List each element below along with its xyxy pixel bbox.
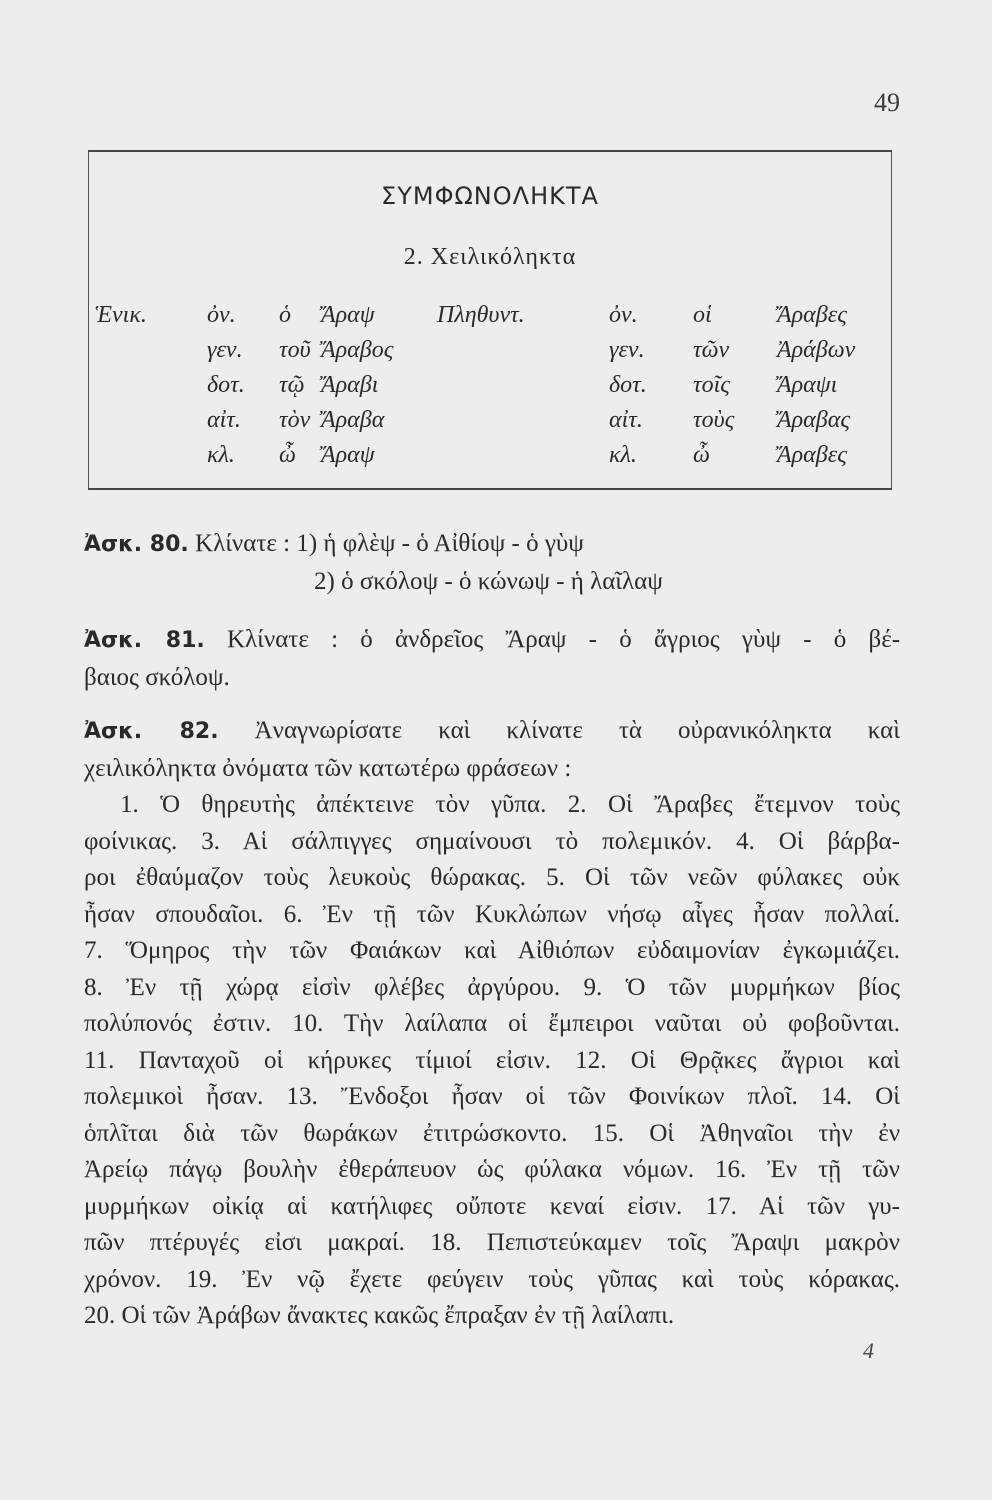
table-title: ΣΥΜΦΩΝΟΛΗΚΤΑ — [381, 182, 599, 210]
declension-table — [88, 150, 892, 490]
exercise-text: 8. Ἐν τῇ χώρᾳ εἰσὶν φλέβες ἀργύρου. 9. Ὁ τῶν μυρμήκων βίος — [84, 973, 900, 1001]
exercise-text: ὁπλῖται διὰ τῶν θωράκων ἐτιτρώσκοντο. 15. Οἱ Ἀθηναῖοι τὴν ἐν — [84, 1119, 900, 1147]
table-cell: ὦ — [279, 442, 296, 468]
table-cell: Πληθυντ. — [437, 302, 525, 328]
table-cell: οἱ — [693, 302, 712, 328]
page-number: 49 — [874, 88, 900, 117]
table-cell: Ἄραψ — [321, 302, 375, 328]
table-row — [89, 337, 891, 371]
table-cell: τῶν — [693, 337, 730, 363]
table-cell: Ἄραβι — [321, 372, 379, 398]
table-row — [89, 442, 891, 476]
exercise-82 — [84, 713, 900, 1335]
table-cell: Ἀράβων — [777, 337, 856, 363]
exercise-text: 11. Πανταχοῦ οἱ κήρυκες τίμιοί εἰσιν. 12. Οἱ Θρᾷκες ἄγριοι καὶ — [84, 1046, 900, 1074]
table-cell: ὦ — [693, 442, 710, 468]
exercise-text: ἦσαν σπουδαῖοι. 6. Ἐν τῇ τῶν Κυκλώπων νήσῳ αἶγες ἦσαν πολλαί. — [84, 900, 900, 928]
exercise-text: 20. Οἱ τῶν Ἀράβων ἄνακτες κακῶς ἔπραξαν ἐν τῇ λαίλαπι. — [84, 1302, 675, 1329]
exercise-text: 2) ὁ σκόλοψ - ὁ κώνωψ - ἡ λαῖλαψ — [314, 567, 663, 595]
exercise-81 — [84, 622, 900, 696]
table-cell: Ἄραψι — [777, 372, 838, 398]
exercise-label: Ἀσκ. 81. — [84, 628, 205, 653]
table-cell: Ἄραψ — [321, 442, 375, 468]
table-cell: αἰτ. — [207, 407, 241, 433]
table-cell: Ἄραβα — [321, 407, 385, 433]
table-cell: Ἄραβος — [321, 337, 394, 363]
table-cell: κλ. — [609, 442, 637, 468]
table-cell: δοτ. — [609, 372, 647, 398]
table-cell: Ἄραβες — [777, 442, 847, 468]
table-cell: τοῖς — [693, 372, 730, 398]
exercise-text: βαιος σκόλοψ. — [84, 663, 230, 691]
exercise-text: πῶν πτέρυγές εἰσι μακραί. 18. Πεπιστεύκαμεν τοῖς Ἄραψι μακρὸν — [84, 1229, 900, 1256]
table-row — [89, 372, 891, 406]
table-cell: ὀν. — [609, 302, 638, 328]
exercise-80 — [84, 526, 900, 600]
exercise-text: χειλικόληκτα ὀνόματα τῶν κατωτέρω φράσεων : — [84, 754, 572, 782]
exercise-text: πολεμικοὶ ἦσαν. 13. Ἔνδοξοι ἦσαν οἱ τῶν Φοινίκων πλοῖ. 14. Οἱ — [84, 1083, 900, 1110]
exercise-label: Ἀσκ. 80. — [84, 532, 189, 557]
table-cell: τοὺς — [693, 407, 735, 433]
table-cell: κλ. — [207, 442, 235, 468]
table-cell: ὀν. — [207, 302, 236, 328]
table-cell: τὸν — [279, 407, 311, 433]
exercise-label: Ἀσκ. 82. — [84, 719, 219, 744]
table-cell: δοτ. — [207, 372, 245, 398]
table-cell: τῷ — [279, 372, 305, 398]
exercise-text: Ἀναγνωρίσατε καὶ κλίνατε τὰ οὐρανικόληκτα καὶ — [254, 717, 900, 744]
exercise-text: ροι ἐθαύμαζον τοὺς λευκοὺς θώρακας. 5. Οἱ τῶν νεῶν φύλακες οὐκ — [84, 864, 900, 891]
table-row — [89, 302, 891, 336]
exercise-text: Κλίνατε : ὁ ἀνδρεῖος Ἄραψ - ὁ ἄγριος γὺψ - ὁ βέ- — [227, 626, 901, 653]
exercise-text: φοίνικας. 3. Αἱ σάλπιγγες σημαίνουσι τὸ πολεμικόν. 4. Οἱ βάρβα- — [84, 827, 900, 855]
table-cell: γεν. — [207, 337, 243, 363]
exercise-text: 7. Ὅμηρος τὴν τῶν Φαιάκων καὶ Αἰθιόπων εὐδαιμονίαν ἐγκωμιάζει. — [84, 937, 900, 964]
table-subtitle: 2. Χειλικόληκτα — [403, 244, 577, 270]
exercise-text: χρόνον. 19. Ἐν νῷ ἔχετε φεύγειν τοὺς γῦπας καὶ τοὺς κόρακας. — [84, 1265, 900, 1293]
table-cell: ὁ — [279, 302, 291, 328]
table-cell: Ἑνικ. — [95, 302, 147, 328]
exercise-text: Κλίνατε : 1) ἡ φλὲψ - ὁ Αἰθίοψ - ὁ γὺψ — [195, 530, 584, 557]
table-cell: γεν. — [609, 337, 645, 363]
exercise-text: μυρμήκων οἰκίᾳ αἱ κατήλιφες οὔποτε κεναί εἰσιν. 17. Αἱ τῶν γυ- — [84, 1192, 900, 1220]
table-cell: τοῦ — [279, 337, 311, 363]
table-cell: Ἄραβες — [777, 302, 847, 328]
table-cell: Ἄραβας — [777, 407, 851, 433]
table-row — [89, 407, 891, 441]
exercise-text: Ἀρείῳ πάγῳ βουλὴν ἐθεράπευον ὡς φύλακα νόμων. 16. Ἐν τῇ τῶν — [84, 1156, 900, 1183]
table-cell: αἰτ. — [609, 407, 643, 433]
exercise-text: πολύπονός ἐστιν. 10. Τὴν λαίλαπα οἱ ἔμπειροι ναῦται οὐ φοβοῦνται. — [84, 1010, 900, 1037]
exercise-text: 1. Ὁ θηρευτὴς ἀπέκτεινε τὸν γῦπα. 2. Οἱ Ἄραβες ἔτεμνον τοὺς — [120, 791, 900, 818]
signature-mark: 4 — [863, 1338, 874, 1363]
